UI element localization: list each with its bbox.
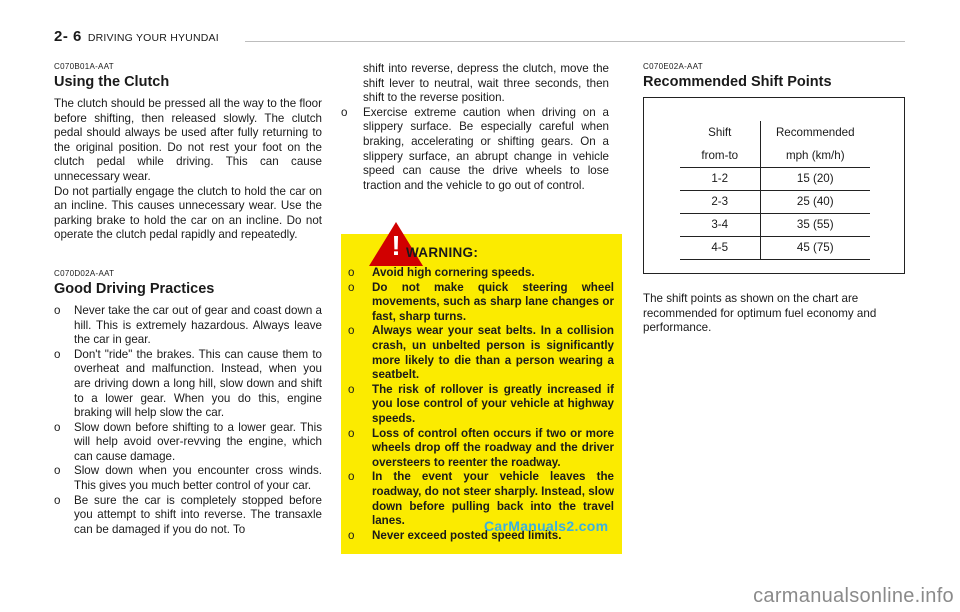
clutch-section-code: C070B01A-AAT [54, 62, 114, 71]
list-item: o Slow down when you encounter cross winds. This gives you much better control of your car. [54, 464, 322, 493]
shift-points-table [680, 121, 870, 260]
practices-continuation: shift into reverse, depress the clutch, move the shift lever to neutral, wait three seconds, then shift to the reverse position. [363, 62, 609, 105]
practices-list-continued [341, 106, 609, 194]
warning-list [348, 266, 614, 543]
practices-section-code: C070D02A-AAT [54, 268, 115, 278]
footer-watermark: carmanualsonline.info [753, 585, 954, 607]
list-item: o Always wear your seat belts. In a collision crash, un unbelted person is significantly more likely to die than a person wearing a seatbelt. [348, 324, 614, 382]
list-item: o Do not make quick steering wheel movements, such as sharp lane changes or fast, sharp turns. [348, 280, 614, 323]
shift-heading: Recommended Shift Points [643, 74, 832, 90]
chapter-title: DRIVING YOUR HYUNDAI [87, 32, 219, 44]
warning-box [341, 230, 622, 554]
practices-list [54, 304, 322, 538]
list-item: o Don't "ride" the brakes. This can cause them to overheat and malfunction. Instead, when you are driving down a long hill, slow down and shift to a lower gear. When you do this, engine braking will help slow the car. [54, 347, 322, 420]
shift-note: The shift points as shown on the chart are recommended for optimum fuel economy and performance. [643, 292, 877, 335]
table-row: 2-3 25 (40) [680, 190, 870, 213]
practices-heading: Good Driving Practices [54, 280, 215, 297]
shift-section-code: C070E02A-AAT [643, 62, 703, 71]
list-item: o In the event your vehicle leaves the roadway, do not steer sharply. Instead, slow down before pulling back into the travel lanes. [348, 470, 614, 528]
list-item: o Loss of control often occurs if two or more wheels drop off the roadway and the driver oversteers to reenter the roadway. [348, 426, 614, 469]
column-left [54, 62, 322, 537]
list-item: o Exercise extreme caution when driving on a slippery surface. Be especially careful when braking, accelerating or shifting gears. On a slippery surface, an abrupt change in vehicle speed can cause the drive wheels to lose traction and the vehicle to go out of control. [341, 105, 609, 192]
page-header [54, 28, 219, 45]
list-item: o Slow down before shifting to a lower gear. This will help avoid over-revving the engine, which can cause damage. [54, 420, 322, 463]
site-watermark: CarManuals2.com [484, 518, 609, 534]
list-item: o Never exceed posted speed limits. [348, 528, 562, 542]
table-row: 4-5 45 (75) [680, 236, 870, 259]
clutch-paragraph-2: Do not partially engage the clutch to hold the car on an incline. This causes unnecessary wear. Use the parking brake to hold the car on an incline. Do not operate the clutch pedal rapidly and repeatedly. [54, 184, 322, 242]
warning-title: WARNING: [406, 245, 479, 260]
table-header-row: Shift Recommended [680, 121, 870, 144]
page-number: 2- 6 [54, 28, 82, 45]
list-item: o The risk of rollover is greatly increased if you lose control of your vehicle at highway speeds. [348, 382, 614, 425]
table-header-row: from-to mph (km/h) [680, 144, 870, 167]
list-item: o Avoid high cornering speeds. [348, 266, 535, 279]
table-row: 3-4 35 (55) [680, 213, 870, 236]
shift-table-frame [643, 97, 905, 274]
column-middle [341, 62, 609, 193]
table-row: 1-2 15 (20) [680, 167, 870, 190]
list-item: o Never take the car out of gear and coast down a hill. This is extremely hazardous. Always leave the car in gear. [54, 303, 322, 347]
clutch-heading: Using the Clutch [54, 74, 170, 90]
clutch-paragraph-1: The clutch should be pressed all the way to the floor before shifting, then released slowly. The clutch pedal should always be used after fully returning to the original position. Do not rest your foot on the clutch pedal while driving. This can cause unnecessary wear. [54, 97, 322, 183]
column-right [643, 62, 905, 336]
exclamation-icon: ! [391, 230, 401, 261]
header-rule [245, 41, 905, 42]
list-item: o Be sure the car is completely stopped before you attempt to shift into reverse. The transaxle can be damaged if you do not. To [54, 493, 322, 536]
